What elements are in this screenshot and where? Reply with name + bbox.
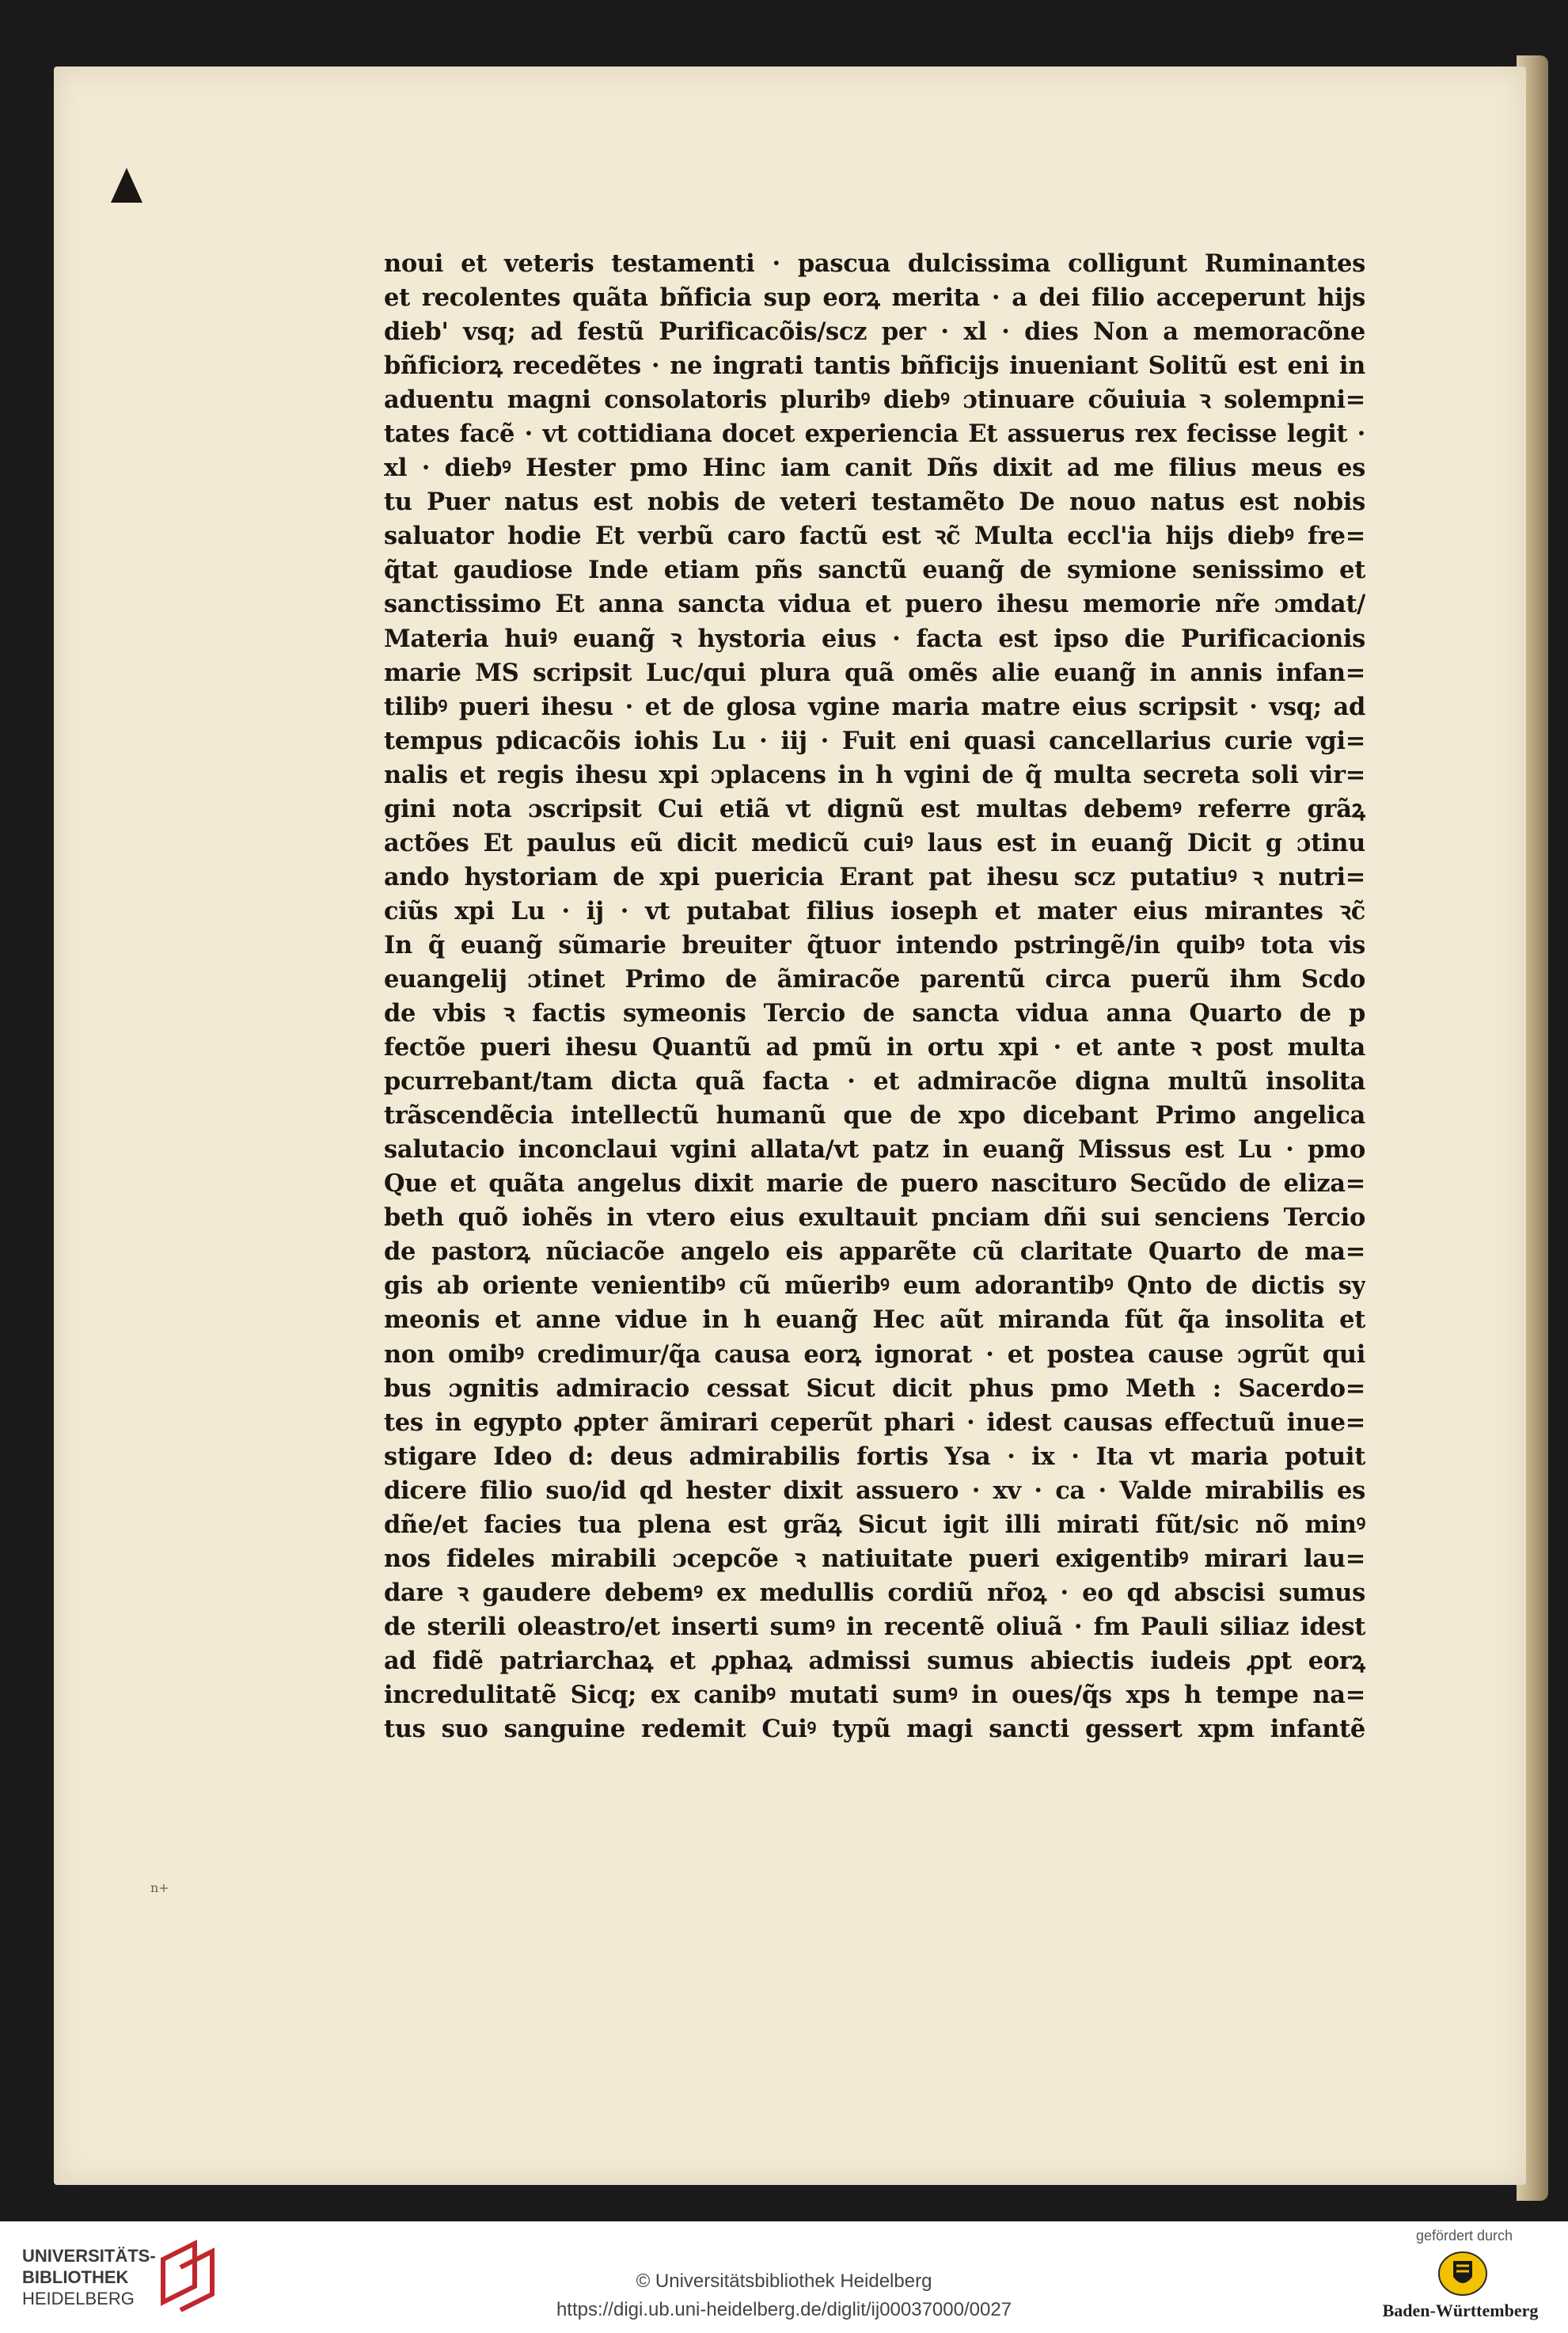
text-line: de pastorꝝ nũciacõe angelo eis apparẽte cũ claritate Quarto de ma=: [384, 1237, 1365, 1267]
text-line: dieb' vsq; ad festũ Purificacõis/scz per · xl · dies Non a memoracõne: [384, 317, 1365, 347]
text-line: meonis et anne vidue in h euang̃ Hec aũt miranda fũt q̃a insolita et: [384, 1305, 1365, 1335]
text-line: trãscendẽcia intellectũ humanũ que de xpo dicebant Primo angelica: [384, 1101, 1365, 1130]
text-line: de sterili oleastro/et inserti sumꝰ in recentẽ oliuã · fm Pauli siliaz idest: [384, 1612, 1365, 1641]
text-line: gini nota ɔscripsit Cui etiã vt dignũ est multas debemꝰ referre grãꝝ: [384, 794, 1365, 823]
text-line: bñficiorꝝ recedẽtes · ne ingrati tantis bñficijs inueniant Solitũ est eni in: [384, 351, 1365, 381]
text-line: Materia huiꝰ euang̃ ꝛ hystoria eius · facta est ipso die Purificacionis: [384, 624, 1365, 653]
text-line: incredulitatẽ Sicq; ex canibꝰ mutati sumꝰ in oues/q̃s xps h tempe na=: [384, 1680, 1365, 1709]
text-line: tates facẽ · vt cottidiana docet experiencia Et assuerus rex fecisse legit ·: [384, 420, 1365, 449]
page-url-link[interactable]: https://digi.ub.uni-heidelberg.de/diglit/ij00037000/0027: [556, 2299, 1012, 2320]
text-line: tes in egypto ꝓpter ãmirari ceperũt phari · idest causas effectuũ inue=: [384, 1408, 1365, 1437]
text-line: dñe/et facies tua plena est grãꝝ Sicut igit illi mirati fũt/sic nõ minꝰ: [384, 1510, 1365, 1539]
text-line: gis ab oriente venientibꝰ cũ mũeribꝰ eum adorantibꝰ Qnto de dictis sy: [384, 1271, 1365, 1301]
page-text-block: [384, 247, 1365, 1746]
text-line: tu Puer natus est nobis de veteri testamẽto De nouo natus est nobis: [384, 488, 1365, 517]
text-line: In q̃ euang̃ sũmarie breuiter q̃tuor intendo pstringẽ/in quibꝰ tota vis: [384, 930, 1365, 959]
text-line: pcurrebant/tam dicta quã facta · et admiracõe digna multũ insolita: [384, 1067, 1365, 1096]
library-name-line2: BIBLIOTHEK: [22, 2267, 129, 2287]
funded-by-label: gefördert durch: [1415, 2228, 1513, 2244]
text-line: dicere filio suo/id qd hester dixit assuero · xv · ca · Valde mirabilis es: [384, 1476, 1365, 1505]
text-line: actões Et paulus eũ dicit medicũ cuiꝰ laus est in euang̃ Dicit g ɔtinu: [384, 828, 1365, 857]
printer-mark-icon: [111, 168, 142, 203]
text-line: euangelij ɔtinet Primo de ãmiracõe parentũ circa puerũ ihm Scdo: [384, 964, 1365, 994]
text-line: de vbis ꝛ factis symeonis Tercio de sancta vidua anna Quarto de p: [384, 999, 1365, 1028]
text-line: ciũs xpi Lu · ij · vt putabat filius ioseph et mater eius mirantes ꝛc̃: [384, 896, 1365, 925]
text-line: tilibꝰ pueri ihesu · et de glosa vgine maria matre eius scripsit · vsq; ad: [384, 692, 1365, 721]
library-name-line1: UNIVERSITÄTS-: [22, 2246, 156, 2266]
text-line: aduentu magni consolatoris pluribꝰ diebꝰ ɔtinuare cõuiuia ꝛ solempni=: [384, 386, 1365, 415]
text-line: et recolentes quãta bñficia sup eorꝝ merita · a dei filio acceperunt hijs: [384, 283, 1365, 313]
text-line: ando hystoriam de xpi puericia Erant pat ihesu scz putatiuꝰ ꝛ nutri=: [384, 862, 1365, 891]
text-line: fectõe pueri ihesu Quantũ ad pmũ in ortu xpi · et ante ꝛ post multa: [384, 1033, 1365, 1062]
text-line: bus ɔgnitis admiracio cessat Sicut dicit phus pmo Meth : Sacerdo=: [384, 1374, 1365, 1403]
text-line: Que et quãta angelus dixit marie de puero nascituro Secũdo de eliza=: [384, 1169, 1365, 1199]
text-line: salutacio inconclaui vgini allata/vt patz in euang̃ Missus est Lu · pmo: [384, 1135, 1365, 1165]
text-line: tempus pdicacõis iohis Lu · iij · Fuit eni quasi cancellarius curie vgi=: [384, 726, 1365, 755]
text-line: nos fideles mirabili ɔcepcõe ꝛ natiuitate pueri exigentibꝰ mirari lau=: [384, 1544, 1365, 1573]
text-line: tus suo sanguine redemit Cuiꝰ typũ magi sancti gessert xpm infantẽ: [384, 1715, 1365, 1744]
text-line: non omibꝰ credimur/q̃a causa eorꝝ ignorat · et postea cause ɔgrũt qui: [384, 1339, 1365, 1369]
text-line: noui et veteris testamenti · pascua dulcissima colligunt Ruminantes: [384, 249, 1365, 278]
text-line: dare ꝛ gaudere debemꝰ ex medullis cordiũ nr̃oꝝ · eo qd abscisi sumus: [384, 1578, 1365, 1607]
text-line: q̃tat gaudiose Inde etiam pñs sanctũ euang̃ de symione senissimo et: [384, 556, 1365, 585]
text-line: beth quõ iohẽs in vtero eius exultauit pnciam dñi sui senciens Tercio: [384, 1203, 1365, 1233]
text-line: sanctissimo Et anna sancta vidua et puero ihesu memorie nr̃e ɔmdat/: [384, 590, 1365, 619]
stray-marginal-mark: n+: [150, 1880, 169, 1895]
copyright-notice: © Universitätsbibliothek Heidelberg: [636, 2270, 932, 2292]
text-line: marie MS scripsit Luc/qui plura quã omẽs alie euang̃ in annis infan=: [384, 658, 1365, 687]
baden-wuerttemberg-crest-icon: [1431, 2250, 1494, 2297]
funder-name: Baden-Württemberg: [1382, 2301, 1539, 2320]
library-name-line3: HEIDELBERG: [22, 2289, 135, 2308]
text-line: xl · diebꝰ Hester pmo Hinc iam canit Dñs dixit ad me filius meus es: [384, 454, 1365, 483]
text-line: saluator hodie Et verbũ caro factũ est ꝛc̃ Multa eccl'ia hijs diebꝰ fre=: [384, 522, 1365, 551]
text-line: nalis et regis ihesu xpi ɔplacens in h vgini de q̃ multa secreta soli vir=: [384, 760, 1365, 789]
text-line: stigare Ideo d: deus admirabilis fortis Ysa · ix · Ita vt maria potuit: [384, 1442, 1365, 1471]
text-line: ad fidẽ patriarchaꝝ et ꝓphaꝝ admissi sumus abiectis iudeis ꝓpt eorꝝ: [384, 1646, 1365, 1675]
